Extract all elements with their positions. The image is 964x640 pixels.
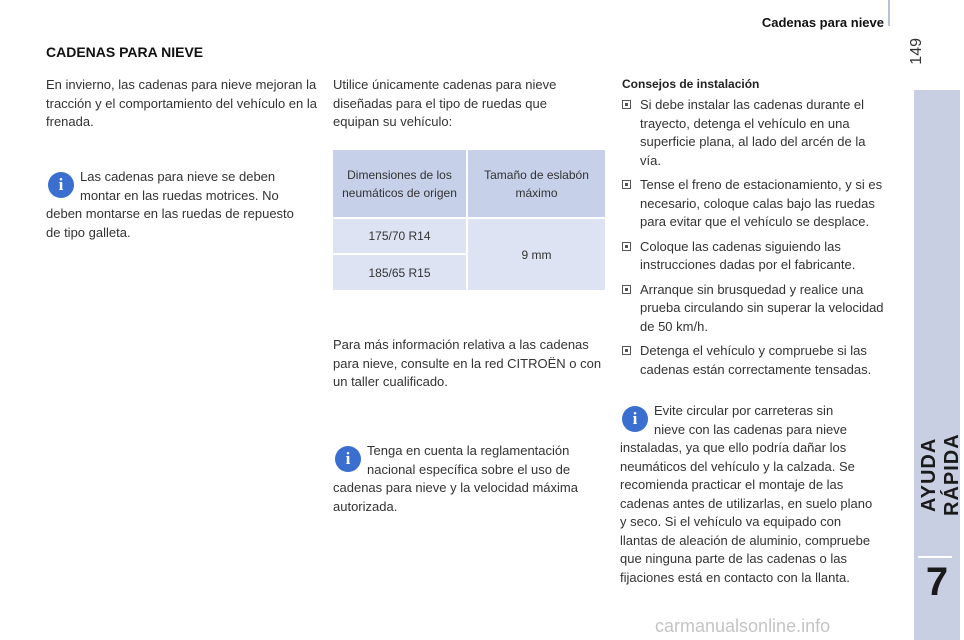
installation-tips-title: Consejos de instalación xyxy=(622,77,760,91)
info-line: cadenas para nieve y la velocidad máxima xyxy=(333,480,578,495)
list-item: Arranque sin brusquedad y realice una prueba circulando sin superar la velocidad de 50 km/h. xyxy=(622,281,890,337)
info-line: fijaciones está en contacto con la llanta. xyxy=(620,569,850,585)
installation-tips-list xyxy=(622,96,890,385)
info-note-drive-wheels xyxy=(46,168,318,242)
info-line: cadenas antes de utilizarlas, en suelo plano xyxy=(620,495,873,511)
info-line: montar en las ruedas motrices. No xyxy=(80,187,279,203)
info-line: deben montarse en las ruedas de repuesto xyxy=(46,206,294,221)
chapter-tab-label: AYUDA RÁPIDA xyxy=(918,433,963,517)
page-header-title: Cadenas para nieve xyxy=(761,15,884,30)
table-cell-tyre-size: 175/70 R14 xyxy=(333,218,467,254)
chain-size-table xyxy=(333,150,605,290)
info-line: Las cadenas para nieve se deben xyxy=(80,169,276,184)
info-line: neumáticos del vehículo y la calzada. Se xyxy=(620,458,855,474)
info-line: Evite circular por carreteras sin xyxy=(654,403,834,418)
checkbox-bullet-icon xyxy=(622,180,631,189)
info-line: nieve con las cadenas para nieve xyxy=(654,421,847,437)
checkbox-bullet-icon xyxy=(622,100,631,109)
table-cell-link-size: 9 mm xyxy=(467,218,605,290)
info-line: autorizada. xyxy=(333,498,398,514)
section-title: CADENAS PARA NIEVE xyxy=(46,44,204,60)
info-icon: i xyxy=(335,446,361,472)
header-divider xyxy=(888,0,890,26)
checkbox-bullet-icon xyxy=(622,346,631,355)
info-note-regulations xyxy=(333,442,603,516)
checkbox-bullet-icon xyxy=(622,285,631,294)
watermark: carmanualsonline.info xyxy=(655,616,831,636)
info-line: Tenga en cuenta la reglamentación xyxy=(367,443,570,458)
info-line: nacional específica sobre el uso de xyxy=(367,461,571,477)
info-line: que ninguna parte de las cadenas o las xyxy=(620,551,847,566)
intro-paragraph: En invierno, las cadenas para nieve mejoran la tracción y el comportamiento del vehículo en la frenada. xyxy=(46,77,317,129)
page-number: 149 xyxy=(908,38,925,65)
info-line: recomienda practicar el montaje de las xyxy=(620,477,844,492)
info-line: instaladas, ya que ello podría dañar los xyxy=(620,440,847,455)
table-header-tyre-size: Dimensiones de los neumáticos de origen xyxy=(333,150,467,218)
info-icon: i xyxy=(48,172,74,198)
table-cell-tyre-size: 185/65 R15 xyxy=(333,254,467,290)
more-info-paragraph: Para más información relativa a las cadenas para nieve, consulte en la red CITROËN o con un taller cualificado. xyxy=(333,337,602,389)
info-icon: i xyxy=(622,406,648,432)
info-note-avoid-dry-roads xyxy=(620,402,892,587)
list-item: Coloque las cadenas siguiendo las instrucciones dadas por el fabricante. xyxy=(622,238,890,275)
list-item: Si debe instalar las cadenas durante el trayecto, detenga el vehículo en una superficie plana, al lado del arcén de la vía. xyxy=(622,96,890,170)
chapter-tab-rule xyxy=(918,556,952,558)
list-item: Detenga el vehículo y compruebe si las cadenas están correctamente tensadas. xyxy=(622,342,890,379)
list-item: Tense el freno de estacionamiento, y si es necesario, coloque calas bajo las ruedas para evitar que el vehículo se desplace. xyxy=(622,176,890,232)
info-line: de tipo galleta. xyxy=(46,224,131,240)
chapter-number: 7 xyxy=(925,560,949,604)
info-line: llantas de aleación de aluminio, compruebe xyxy=(620,532,871,548)
chains-usage-paragraph: Utilice únicamente cadenas para nieve diseñadas para el tipo de ruedas que equipan su vehículo: xyxy=(333,77,557,129)
table-header-link-size: Tamaño de eslabón máximo xyxy=(467,150,605,218)
checkbox-bullet-icon xyxy=(622,242,631,251)
info-line: y seco. Si el vehículo va equipado con xyxy=(620,514,842,529)
